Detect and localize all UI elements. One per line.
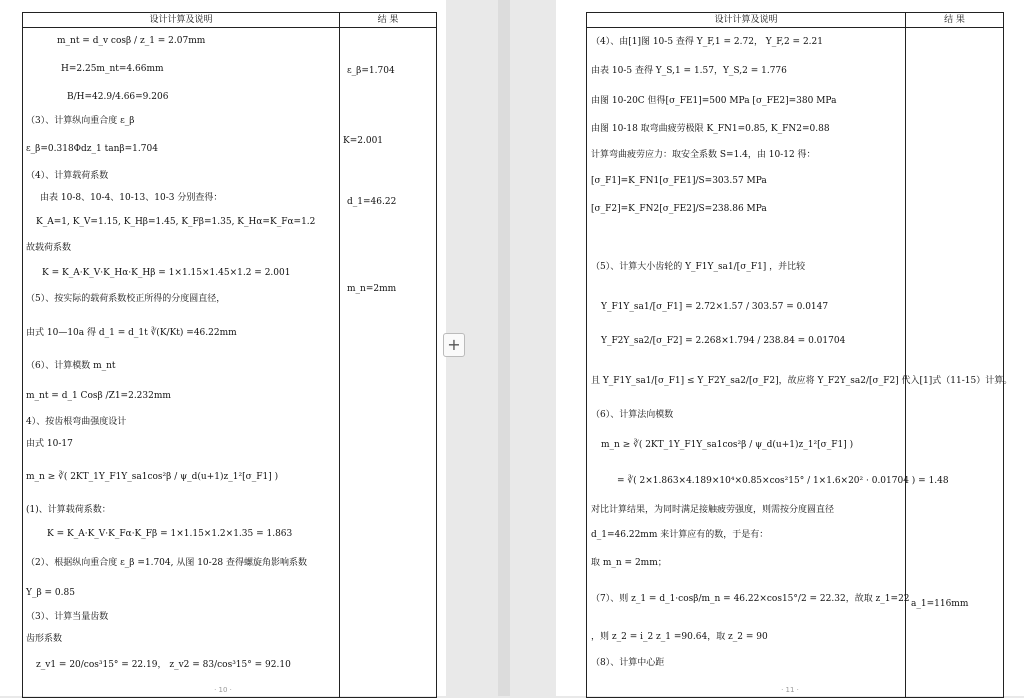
result-value: d_1=46.22 [347, 197, 397, 207]
result-value: a_1=116mm [911, 599, 969, 609]
text-line: （6）、计算模数 m_nt [26, 361, 116, 371]
text-line: (1)、计算载荷系数： [26, 505, 111, 515]
plus-icon: + [447, 335, 461, 354]
document-page-left [0, 0, 446, 696]
text-line: m_n ≥ ∛( 2KT_1Y_F1Y_sa1cos²β / ψ_d(u+1)z_1²[σ_F1] ) [601, 440, 854, 450]
text-line: 计算弯曲疲劳应力：取安全系数 S=1.4，由 10-12 得： [591, 150, 816, 160]
text-line: （2）、根据纵向重合度 ε_β =1.704, 从图 10-28 查得螺旋角影响系数 [26, 558, 308, 568]
header-design-calc: 设计计算及说明 [587, 13, 906, 28]
header-design-calc: 设计计算及说明 [23, 13, 340, 28]
result-value: K=2.001 [343, 136, 384, 146]
text-line: = ∛( 2×1.863×4.189×10⁴×0.85×cos²15° / 1×1.6×20² · 0.01704 ) = 1.48 [617, 476, 949, 486]
text-line: （8）、计算中心距 [591, 658, 665, 668]
text-line: B/H=42.9/4.66=9.206 [67, 92, 169, 102]
text-line: z_v1 = 20/cos³15° = 22.19， z_v2 = 83/cos³15° = 92.10 [36, 660, 291, 670]
text-line: 对比计算结果，为同时满足接触疲劳强度，则需按分度圆直径 [591, 505, 835, 515]
text-line: （6）、计算法向模数 [591, 410, 674, 420]
text-line: Y_F1Y_sa1/[σ_F1] = 2.72×1.57 / 303.57 = 0.0147 [601, 302, 829, 312]
calc-table-right [586, 12, 1013, 698]
text-line: 由式 10—10a 得 d_1 = d_1t ∛(K/Kt) =46.22mm [26, 328, 237, 338]
text-line: Y_F2Y_sa2/[σ_F2] = 2.268×1.794 / 238.84 = 0.01704 [601, 336, 846, 346]
page-number: · 11 · [781, 686, 799, 694]
text-line: [σ_F1]=K_FN1[σ_FE1]/S=303.57 MPa [591, 176, 767, 186]
text-line: m_n ≥ ∛( 2KT_1Y_F1Y_sa1cos²β / ψ_d(u+1)z_1²[σ_F1] ) [26, 472, 279, 482]
text-line: K = K_A·K_V·K_Fα·K_Fβ = 1×1.15×1.2×1.35 = 1.863 [47, 529, 293, 539]
text-line: （5）、按实际的载荷系数校正所得的分度圆直径， [26, 294, 226, 304]
text-line: 由表 10-5 查得 Y_S,1 = 1.57，Y_S,2 = 1.776 [591, 66, 787, 76]
text-line: 由表 10-8、10-4、10-13、10-3 分别查得： [40, 193, 223, 203]
page-number: · 10 · [214, 686, 232, 694]
document-page-right [556, 0, 1024, 696]
text-line: Y_β = 0.85 [26, 588, 75, 598]
add-page-button[interactable] [443, 333, 465, 357]
text-line: 4）、按齿根弯曲强度设计 [26, 417, 127, 427]
text-line: （4）、计算载荷系数 [26, 171, 109, 181]
calc-table-left [22, 12, 437, 698]
text-line: 且 Y_F1Y_sa1/[σ_F1] ≤ Y_F2Y_sa2/[σ_F2]，故应将 Y_F2Y_sa2/[σ_F2] 代入[1]式（11-15）计算。 [591, 376, 1013, 386]
text-line: 齿形系数 [26, 634, 63, 644]
text-line: ，则 z_2 = i_2 z_1 =90.64，取 z_2 = 90 [591, 632, 768, 642]
result-value: ε_β=1.704 [347, 66, 395, 76]
header-result: 结 果 [906, 13, 1003, 28]
text-line: （4）、由[1]图 10-5 查得 Y_F,1 = 2.72， Y_F,2 = 2.21 [591, 37, 823, 47]
text-line: （7）、则 z_1 = d_1·cosβ/m_n = 46.22×cos15°/2 = 22.32，故取 z_1=22 [591, 594, 910, 604]
text-line: 故载荷系数 [26, 243, 72, 253]
text-line: d_1=46.22mm 来计算应有的数，于是有： [591, 530, 769, 540]
result-value: m_n=2mm [347, 284, 397, 294]
text-line: 由图 10-18 取弯曲疲劳极限 K_FN1=0.85, K_FN2=0.88 [591, 124, 830, 134]
text-line: m_nt = d_1 Cosβ /Z1=2.232mm [26, 391, 171, 401]
page-gap [498, 0, 510, 696]
header-result: 结 果 [340, 13, 436, 28]
text-line: [σ_F2]=K_FN2[σ_FE2]/S=238.86 MPa [591, 204, 767, 214]
text-line: 由式 10-17 [26, 439, 73, 449]
text-line: （5）、计算大小齿轮的 Y_F1Y_sa1/[σ_F1] ，并比较 [591, 262, 806, 272]
text-line: （3）、计算当量齿数 [26, 612, 109, 622]
text-line: K = K_A·K_V·K_Hα·K_Hβ = 1×1.15×1.45×1.2 = 2.001 [42, 268, 291, 278]
text-line: K_A=1, K_V=1.15, K_Hβ=1.45, K_Fβ=1.35, K_Hα=K_Fα=1.2 [36, 217, 316, 227]
text-line: （3）、计算纵向重合度 ε_β [26, 116, 135, 126]
text-line: H=2.25m_nt=4.66mm [61, 64, 164, 74]
text-line: ε_β=0.318Φdz_1 tanβ=1.704 [26, 144, 158, 154]
text-line: 由图 10-20C 但得[σ_FE1]=500 MPa [σ_FE2]=380 MPa [591, 96, 837, 106]
text-line: m_nt = d_v cosβ / z_1 = 2.07mm [57, 36, 206, 46]
text-line: 取 m_n = 2mm； [591, 558, 667, 568]
column-divider [339, 28, 340, 697]
